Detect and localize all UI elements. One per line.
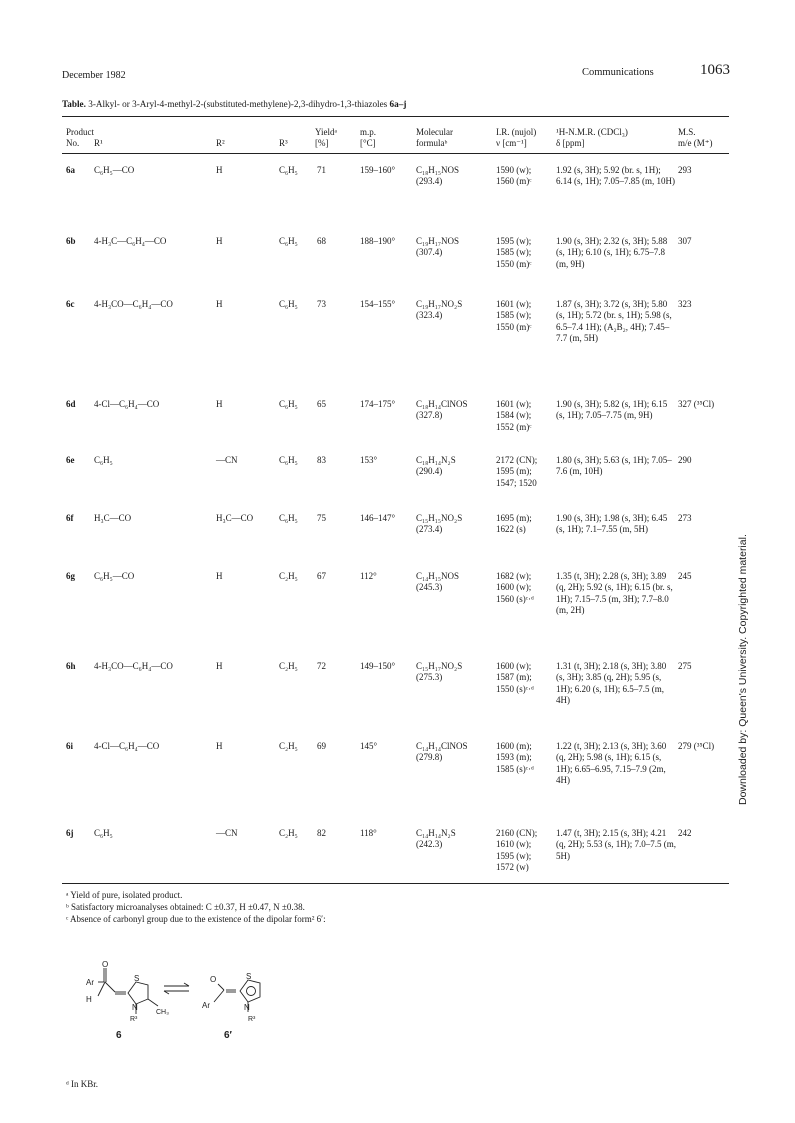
cell-ms: 327 (³⁵Cl): [678, 399, 715, 409]
cell-ir: 1550 (m)ᶜ: [496, 321, 532, 332]
cell-nmr: 1.35 (t, 3H); 2.28 (s, 3H); 3.89 (q, 2H); 5.92 (s, 1H); 6.15 (br. s, 1H); 7.15–7.5 (m, 3H); 7.7–8.0 (m, 2H): [556, 571, 673, 615]
footnote-a: ᵃ Yield of pure, isolated product.: [66, 890, 183, 900]
cell-ms: 307: [678, 236, 692, 246]
cell-no: 6b: [66, 236, 76, 246]
cell-r1: 4-Cl—C₆H₄—CO: [94, 399, 160, 409]
cell-r3: C₆H₅: [279, 236, 298, 246]
cell-r2: H₃C—CO: [216, 513, 254, 523]
cell-ir: 1601 (w);: [496, 399, 532, 409]
cell-ir: 2172 (CN);: [496, 455, 538, 465]
cell-nmr: 1.90 (s, 3H); 5.82 (s, 1H); 6.15 (s, 1H); 7.05–7.75 (m, 9H): [556, 399, 668, 421]
cell-mp: 112°: [360, 571, 377, 581]
cell-mp: 145°: [360, 741, 378, 751]
cell-formula: C₁₅H₁₅NO₂S: [416, 513, 463, 523]
cell-formula: C₁₄H₁₅NOS: [416, 571, 460, 581]
cell-ir: 2160 (CN);: [496, 828, 538, 838]
scheme-n-right: N: [244, 1003, 250, 1012]
col-yield: Yieldᵃ: [315, 127, 337, 137]
cell-ir: 1601 (w);: [496, 299, 532, 309]
cell-r2: —CN: [216, 828, 238, 838]
cell-r3: C₂H₅: [279, 741, 298, 751]
cell-r1: 4-H₃CO—C₆H₄—CO: [94, 661, 173, 671]
cell-r3: C₆H₅: [279, 513, 298, 523]
footnote-b: ᵇ Satisfactory microanalyses obtained: C ±0.37, H ±0.47, N ±0.38.: [66, 902, 305, 912]
cell-r2: H: [216, 165, 223, 175]
cell-no: 6j: [66, 828, 74, 838]
cell-r2: H: [216, 299, 223, 309]
col-nmr: ¹H-N.M.R. (CDCl₃): [556, 127, 628, 137]
scheme-h: H: [86, 995, 92, 1004]
cell-r1: 4-H₃C—C₆H₄—CO: [94, 236, 167, 246]
cell-ms: 245: [678, 571, 692, 581]
cell-mw: (275.3): [416, 672, 443, 683]
table-bottom-rule: [62, 883, 729, 884]
cell-r3: C₂H₅: [279, 828, 298, 838]
cell-no: 6e: [66, 455, 75, 465]
header-journal: Communications: [582, 67, 654, 78]
cell-nmr: 1.31 (t, 3H); 2.18 (s, 3H); 3.80 (s, 3H); 3.85 (q, 2H); 5.95 (s, 1H); 6.20 (s, 1H); 6.5–7.5 (m, 4H): [556, 661, 667, 705]
cell-mw: (279.8): [416, 752, 443, 763]
scheme-s-right: S: [246, 972, 252, 981]
col-ms-unit: m/e (M⁺): [678, 138, 713, 148]
cell-mp: 154–155°: [360, 299, 396, 309]
cell-ir: 1595 (w);: [496, 850, 532, 861]
col-formula-2: formulaᵇ: [416, 138, 448, 148]
cell-r1: 4-H₃CO—C₆H₄—CO: [94, 299, 173, 309]
cell-ir: 1560 (m)ᶜ: [496, 176, 532, 187]
footnote-d: ᵈ In KBr.: [66, 1079, 99, 1089]
cell-ms: 279 (³⁵Cl): [678, 741, 715, 751]
cell-mw: (290.4): [416, 466, 443, 477]
cell-r3: C₆H₅: [279, 399, 298, 409]
cell-formula: C₁₅H₁₇NO₂S: [416, 661, 463, 671]
cell-formula: C₁₄H₁₄ClNOS: [416, 741, 468, 751]
cell-yield: 68: [317, 236, 326, 246]
cell-formula: C₁₉H₁₇NOS: [416, 236, 460, 246]
col-yield-unit: [%]: [315, 138, 329, 148]
cell-ir: 1600 (w);: [496, 661, 532, 671]
cell-mw: (273.4): [416, 524, 443, 535]
col-ms: M.S.: [678, 127, 696, 137]
cell-r1: 4-Cl—C₆H₄—CO: [94, 741, 160, 751]
header-date: December 1982: [62, 70, 126, 81]
cell-ms: 323: [678, 299, 692, 309]
col-r1: R¹: [94, 138, 103, 148]
col-ir-unit: ν [cm⁻¹]: [496, 138, 527, 148]
cell-nmr: 1.22 (t, 3H); 2.13 (s, 3H); 3.60 (q, 2H); 5.98 (s, 1H); 6.15 (s, 1H); 6.65–6.95, 7.15–7.9 (2m, 4H): [556, 741, 667, 785]
cell-ir: 1585 (w);: [496, 310, 532, 321]
cell-r1: C₆H₅—CO: [94, 571, 135, 581]
cell-mw: (307.4): [416, 247, 443, 258]
cell-r1: C₆H₅: [94, 455, 113, 465]
cell-r3: C₂H₅: [279, 571, 298, 581]
cell-ms: 273: [678, 513, 692, 523]
cell-nmr: 1.92 (s, 3H); 5.92 (br. s, 1H); 6.14 (s, 1H); 7.05–7.85 (m, 10H): [556, 165, 675, 187]
dipolar-form-scheme: [64, 958, 304, 1068]
cell-r2: H: [216, 661, 223, 671]
cell-r1: C₆H₅: [94, 828, 113, 838]
scheme-ar-right: Ar: [202, 1001, 210, 1010]
cell-mp: 174–175°: [360, 399, 396, 409]
cell-yield: 65: [317, 399, 326, 409]
cell-nmr: 1.80 (s, 3H); 5.63 (s, 1H); 7.05–7.6 (m, 10H): [556, 455, 672, 477]
table-caption: [62, 99, 406, 109]
cell-r2: H: [216, 741, 223, 751]
cell-ir: 1682 (w);: [496, 571, 532, 581]
cell-yield: 67: [317, 571, 326, 581]
cell-mp: 159–160°: [360, 165, 396, 175]
cell-nmr: 1.47 (t, 3H); 2.15 (s, 3H); 4.21 (q, 2H); 5.53 (s, 1H); 7.0–7.5 (m, 5H): [556, 828, 676, 861]
cell-ms: 293: [678, 165, 692, 175]
cell-ir: 1547; 1520: [496, 477, 537, 488]
col-mp: m.p.: [360, 127, 377, 137]
cell-r2: H: [216, 236, 223, 246]
cell-r3: C₆H₅: [279, 455, 298, 465]
cell-yield: 71: [317, 165, 326, 175]
cell-yield: 83: [317, 455, 326, 465]
cell-nmr: 1.90 (s, 3H); 2.32 (s, 3H); 5.88 (s, 1H); 6.10 (s, 1H); 6.75–7.8 (m, 9H): [556, 236, 668, 269]
scheme-label-6: 6: [116, 1030, 122, 1041]
cell-ir: 1600 (w);: [496, 582, 532, 593]
cell-ir: 1550 (s)ᶜ·ᵈ: [496, 683, 534, 694]
scheme-r3-left: R³: [130, 1016, 138, 1023]
scheme-label-6-prime: 6′: [224, 1030, 232, 1041]
cell-r2: H: [216, 571, 223, 581]
cell-r3: C₆H₅: [279, 299, 298, 309]
cell-mw: (242.3): [416, 839, 443, 850]
cell-no: 6f: [66, 513, 74, 523]
cell-r3: C₆H₅: [279, 165, 298, 175]
cell-mp: 153°: [360, 455, 378, 465]
cell-mp: 146–147°: [360, 513, 396, 523]
cell-ir: 1593 (m);: [496, 752, 532, 763]
cell-no: 6i: [66, 741, 74, 751]
cell-ir: 1600 (m);: [496, 741, 532, 751]
cell-nmr: 1.87 (s, 3H); 3.72 (s, 3H); 5.80 (s, 1H); 5.72 (br. s, 1H); 5.98 (s, 6.5–7.4 1H); (A₂B₂, 4H); 7.45–7.7 (m, 5H): [556, 299, 672, 343]
cell-no: 6c: [66, 299, 75, 309]
cell-yield: 72: [317, 661, 326, 671]
cell-mw: (323.4): [416, 310, 443, 321]
scheme-ar-left: Ar: [86, 978, 94, 987]
scheme-r3-right: R³: [248, 1016, 256, 1023]
cell-r1: C₆H₅—CO: [94, 165, 135, 175]
col-ir: I.R. (nujol): [496, 127, 537, 137]
cell-mp: 188–190°: [360, 236, 396, 246]
cell-ir: 1552 (m)ᶜ: [496, 421, 532, 432]
cell-ir: 1595 (m);: [496, 466, 532, 477]
cell-no: 6d: [66, 399, 76, 409]
cell-r3: C₂H₅: [279, 661, 298, 671]
cell-mp: 118°: [360, 828, 377, 838]
cell-formula: C₁₈H₁₄N₂S: [416, 455, 456, 465]
cell-ir: 1590 (w);: [496, 165, 532, 175]
cell-ir: 1622 (s): [496, 524, 526, 535]
table-header-rule: [62, 153, 729, 154]
cell-r2: H: [216, 399, 223, 409]
cell-ir: 1585 (w);: [496, 247, 532, 258]
scheme-n-left: N: [132, 1003, 138, 1012]
cell-no: 6a: [66, 165, 75, 175]
cell-r2: —CN: [216, 455, 238, 465]
col-r3: R³: [279, 138, 288, 148]
cell-ir: 1595 (w);: [496, 236, 532, 246]
cell-ir: 1695 (m);: [496, 513, 532, 523]
header-page-number: 1063: [700, 62, 730, 78]
caption-label: Table.: [62, 99, 86, 109]
cell-mw: (327.8): [416, 410, 443, 421]
cell-no: 6h: [66, 661, 76, 671]
cell-ir: 1560 (s)ᶜ·ᵈ: [496, 593, 534, 604]
cell-r1: H₃C—CO: [94, 513, 132, 523]
cell-ir: 1550 (m)ᶜ: [496, 258, 532, 269]
cell-ir: 1610 (w);: [496, 839, 532, 850]
footnote-c: ᶜ Absence of carbonyl group due to the existence of the dipolar form² 6′:: [66, 914, 326, 924]
col-nmr-unit: δ [ppm]: [556, 138, 585, 148]
cell-nmr: 1.90 (s, 3H); 1.98 (s, 3H); 6.45 (s, 1H); 7.1–7.55 (m, 5H): [556, 513, 668, 535]
cell-formula: C₁₈H₁₄ClNOS: [416, 399, 468, 409]
cell-yield: 75: [317, 513, 326, 523]
cell-ir: 1585 (s)ᶜ·ᵈ: [496, 763, 534, 774]
caption-text: 3-Alkyl- or 3-Aryl-4-methyl-2-(substituted-methylene)-2,3-dihydro-1,3-thiazoles: [88, 99, 388, 109]
cell-mw: (293.4): [416, 176, 443, 187]
cell-formula: C₁₈H₁₅NOS: [416, 165, 460, 175]
cell-yield: 82: [317, 828, 326, 838]
scheme-ch3: CH₃: [156, 1009, 169, 1016]
col-no: No.: [66, 138, 80, 148]
cell-ir: 1572 (w): [496, 861, 529, 872]
cell-ir: 1587 (m);: [496, 672, 532, 683]
cell-ms: 275: [678, 661, 692, 671]
cell-formula: C₁₄H₁₄N₂S: [416, 828, 456, 838]
cell-ms: 290: [678, 455, 692, 465]
scheme-o-right: O: [210, 975, 217, 984]
download-notice: Downloaded by: Queen's University. Copyrighted material.: [737, 534, 749, 805]
cell-mp: 149–150°: [360, 661, 396, 671]
table-top-rule: [62, 116, 729, 117]
col-product: Product: [66, 127, 94, 137]
col-formula: Molecular: [416, 127, 453, 137]
caption-compounds: 6a–j: [389, 99, 407, 109]
cell-ir: 1584 (w);: [496, 410, 532, 421]
col-r2: R²: [216, 138, 225, 148]
scheme-o-left: O: [102, 960, 109, 969]
scheme-s-left: S: [134, 974, 140, 983]
cell-mw: (245.3): [416, 582, 443, 593]
cell-yield: 73: [317, 299, 326, 309]
cell-formula: C₁₉H₁₇NO₂S: [416, 299, 463, 309]
cell-yield: 69: [317, 741, 326, 751]
cell-ms: 242: [678, 828, 692, 838]
col-mp-unit: [°C]: [360, 138, 376, 148]
cell-no: 6g: [66, 571, 75, 581]
